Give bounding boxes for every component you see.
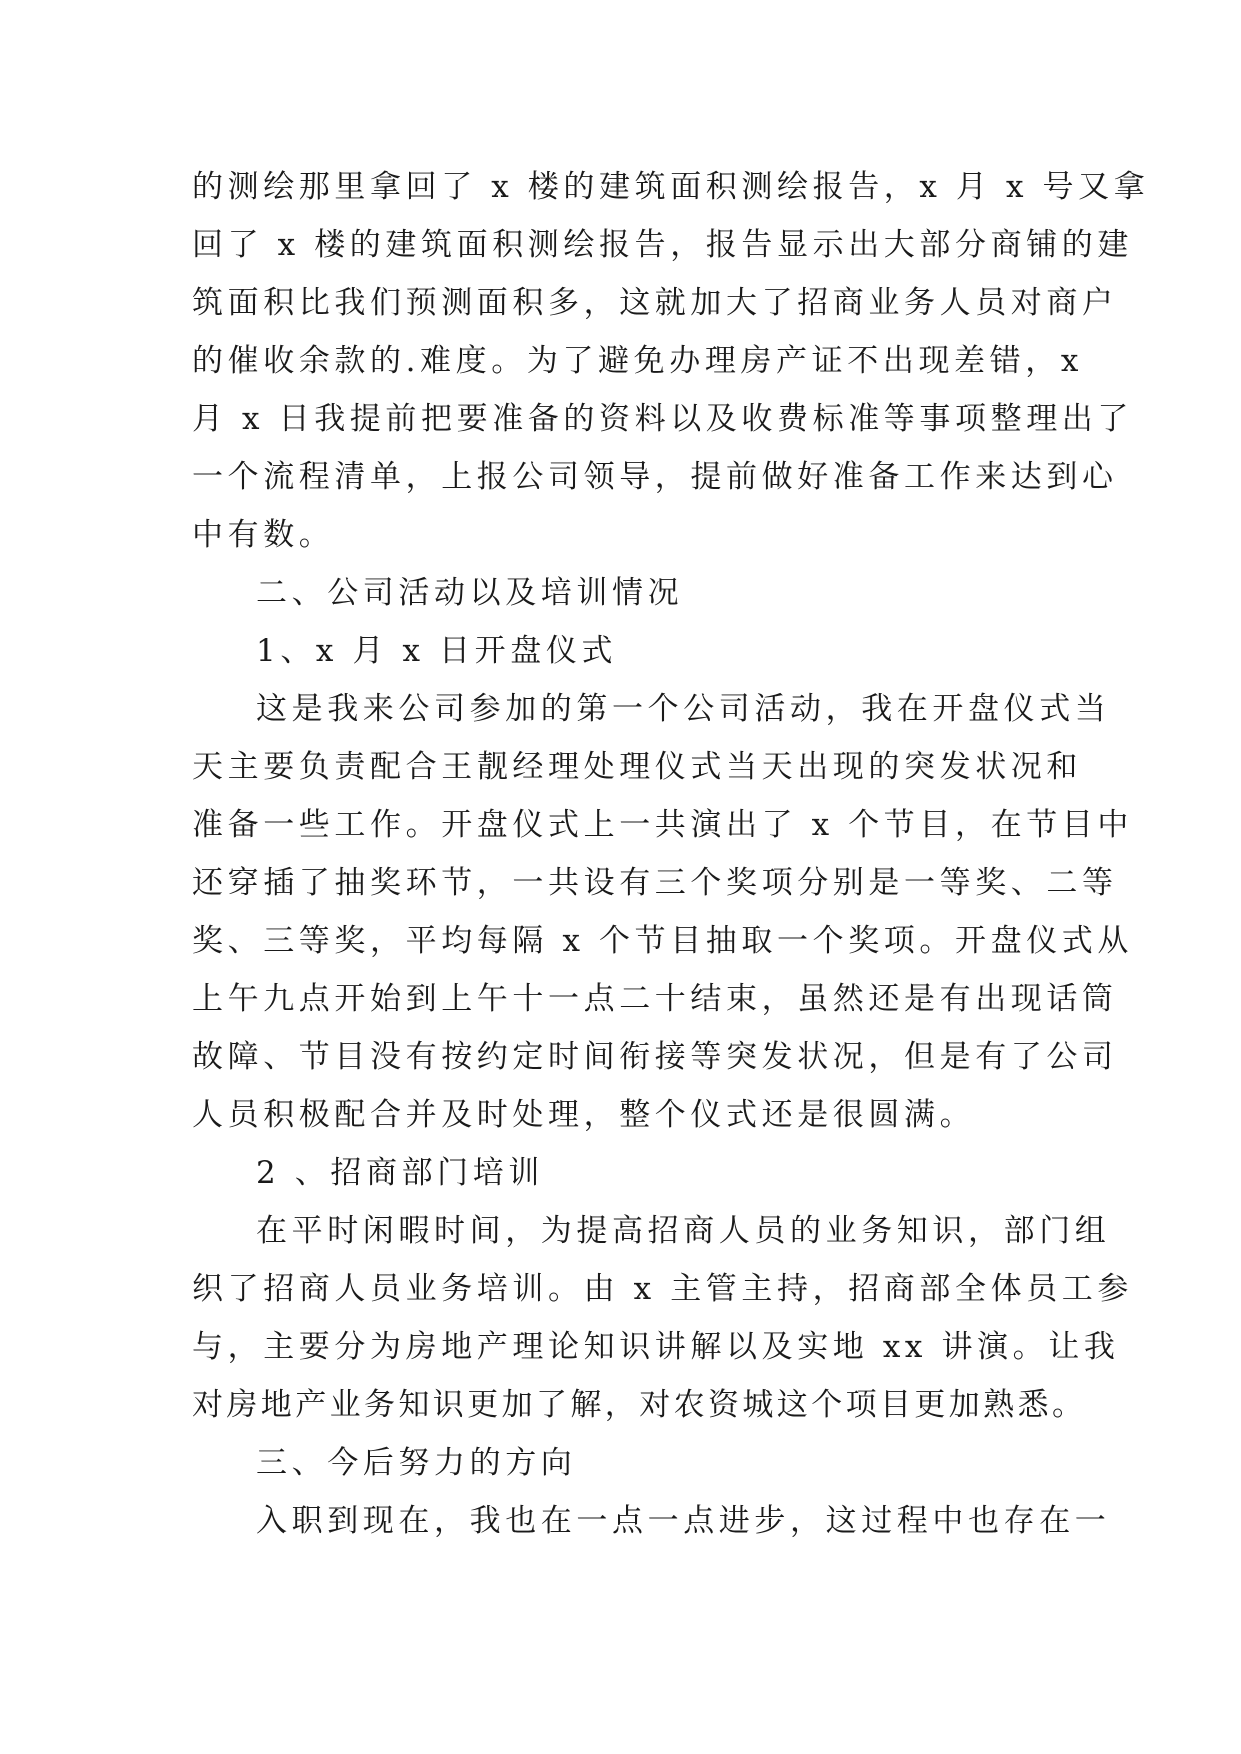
paragraph-line: 上午九点开始到上午十一点二十结束，虽然还是有出现话筒 bbox=[192, 981, 1118, 1017]
paragraph-line: 对房地产业务知识更加了解，对农资城这个项目更加熟悉。 bbox=[192, 1387, 1087, 1423]
paragraph-line: 筑面积比我们预测面积多，这就加大了招商业务人员对商户 bbox=[192, 285, 1118, 321]
paragraph-line: 准备一些工作。开盘仪式上一共演出了 x 个节目，在节目中 bbox=[192, 807, 1133, 843]
paragraph-line: 回了 x 楼的建筑面积测绘报告，报告显示出大部分商铺的建 bbox=[192, 227, 1133, 263]
paragraph-line: 在平时闲暇时间，为提高招商人员的业务知识，部门组 bbox=[256, 1213, 1111, 1249]
subsection-heading: 1、x 月 x 日开盘仪式 bbox=[256, 633, 618, 669]
body-text bbox=[192, 158, 1150, 1550]
section-heading: 三、今后努力的方向 bbox=[256, 1445, 577, 1481]
paragraph-line: 织了招商人员业务培训。由 x 主管主持，招商部全体员工参 bbox=[192, 1271, 1133, 1307]
paragraph-line: 这是我来公司参加的第一个公司活动，我在开盘仪式当 bbox=[256, 691, 1111, 727]
paragraph-line: 故障、节目没有按约定时间衔接等突发状况，但是有了公司 bbox=[192, 1039, 1118, 1075]
paragraph-line: 还穿插了抽奖环节，一共设有三个奖项分别是一等奖、二等 bbox=[192, 865, 1118, 901]
paragraph-line: 一个流程清单，上报公司领导，提前做好准备工作来达到心 bbox=[192, 459, 1118, 495]
paragraph-line: 中有数。 bbox=[192, 517, 335, 553]
paragraph-line: 的测绘那里拿回了 x 楼的建筑面积测绘报告，x 月 x 号又拿 bbox=[192, 169, 1150, 205]
paragraph-line: 人员积极配合并及时处理，整个仪式还是很圆满。 bbox=[192, 1097, 976, 1133]
subsection-heading: 2 、招商部门培训 bbox=[256, 1155, 544, 1191]
paragraph-line: 月 x 日我提前把要准备的资料以及收费标准等事项整理出了 bbox=[192, 401, 1133, 437]
paragraph-line: 奖、三等奖，平均每隔 x 个节目抽取一个奖项。开盘仪式从 bbox=[192, 923, 1133, 959]
section-heading: 二、公司活动以及培训情况 bbox=[256, 575, 684, 611]
paragraph-line: 与，主要分为房地产理论知识讲解以及实地 xx 讲演。让我 bbox=[192, 1329, 1120, 1365]
paragraph-line: 入职到现在，我也在一点一点进步，这过程中也存在一 bbox=[256, 1503, 1111, 1539]
paragraph-line: 天主要负责配合王靓经理处理仪式当天出现的突发状况和 bbox=[192, 749, 1082, 785]
paragraph-line: 的催收余款的.难度。为了避免办理房产证不出现差错，x bbox=[192, 343, 1083, 379]
